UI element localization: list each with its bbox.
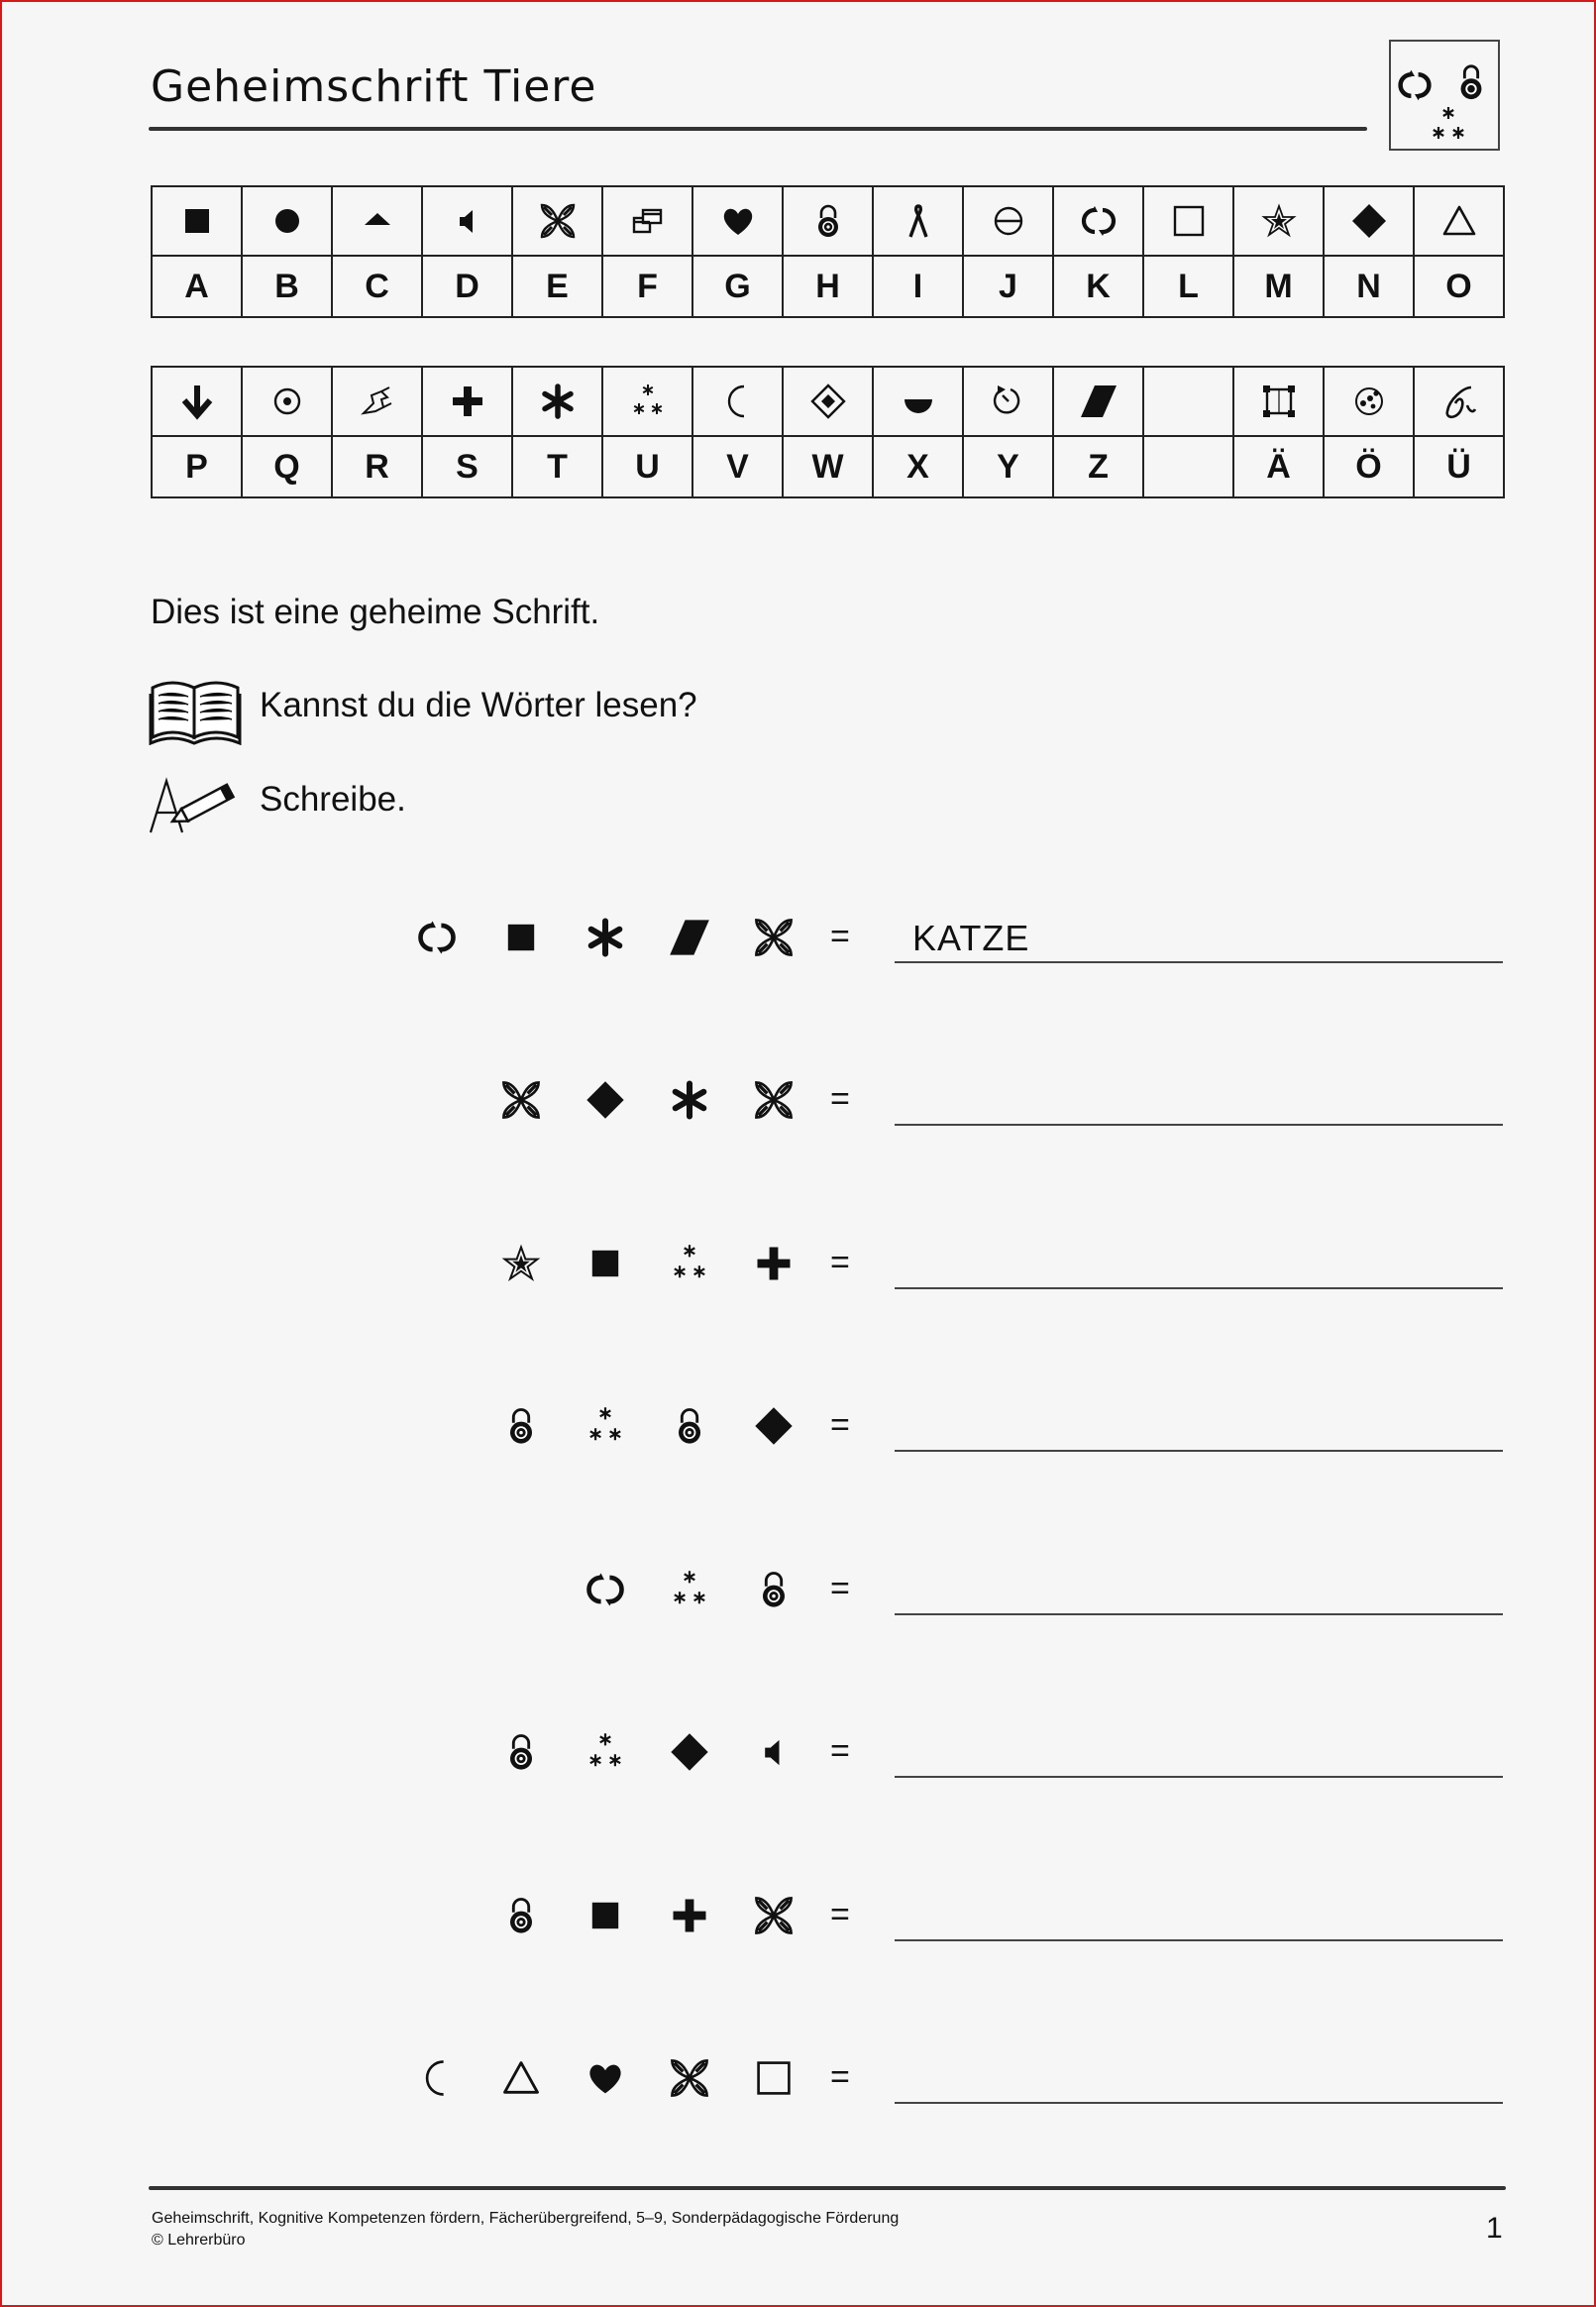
answer-line[interactable]	[895, 961, 1503, 963]
flower-icon	[749, 1072, 798, 1132]
frame-icon	[1234, 382, 1323, 421]
answer-line[interactable]	[895, 1939, 1503, 1941]
key-symbol-cell	[422, 367, 512, 436]
triangle-outline-icon	[496, 2050, 546, 2110]
key-letter-cell: Q	[242, 436, 332, 497]
key-letter-cell: K	[1053, 256, 1143, 317]
title-underline	[149, 127, 1367, 131]
equals-sign: =	[830, 1244, 850, 1281]
circle-arrow-icon	[964, 382, 1052, 421]
key-symbol-cell	[1414, 367, 1504, 436]
half-bowl-icon	[874, 382, 962, 421]
asterisk-icon	[665, 1072, 714, 1132]
key-table-a-to-o	[151, 185, 1505, 318]
circle-dot-icon	[243, 382, 331, 421]
key-letter-cell: Ü	[1414, 436, 1504, 497]
footer-rule	[149, 2186, 1506, 2190]
parallelogram-icon	[1054, 382, 1142, 421]
exercise-row	[0, 2050, 1596, 2110]
dots-circle-icon	[1325, 382, 1413, 421]
arc-pair-icon	[1397, 67, 1433, 103]
square-icon	[496, 910, 546, 969]
footer-credits	[152, 2208, 899, 2252]
page-number: 1	[1486, 2212, 1503, 2245]
heart-icon	[693, 201, 782, 241]
key-letter-cell	[1143, 436, 1233, 497]
twirl-icon	[1415, 382, 1503, 421]
windows-icon	[603, 201, 692, 241]
cross-icon	[749, 1236, 798, 1295]
triple-asterisk-icon	[603, 382, 692, 421]
instruction-write: Schreibe.	[260, 780, 406, 819]
speaker-icon	[749, 1724, 798, 1784]
key-symbol-cell	[963, 186, 1053, 256]
key-symbol-cell	[783, 367, 873, 436]
equals-sign: =	[830, 1406, 850, 1444]
key-symbol-cell	[1233, 367, 1324, 436]
exercise-row	[0, 910, 1596, 969]
key-letter-cell: A	[152, 256, 242, 317]
key-table-p-to-ue	[151, 366, 1505, 498]
key-symbol-cell	[512, 367, 602, 436]
key-letter-cell: Ä	[1233, 436, 1324, 497]
triangle-up-icon	[333, 201, 421, 241]
speaker-icon	[423, 201, 511, 241]
padlock-icon	[496, 1888, 546, 1947]
triple-asterisk-icon	[665, 1562, 714, 1621]
flower-icon	[496, 1072, 546, 1132]
answer-text[interactable]: KATZE	[912, 918, 1030, 958]
key-letter-cell: H	[783, 256, 873, 317]
key-letter-cell: D	[422, 256, 512, 317]
key-letter-cell: P	[152, 436, 242, 497]
equals-sign: =	[830, 1080, 850, 1118]
key-symbol-cell	[512, 186, 602, 256]
square-icon	[153, 201, 241, 241]
key-letter-cell: V	[692, 436, 783, 497]
key-symbol-cell	[152, 367, 242, 436]
exercise-row	[0, 1888, 1596, 1947]
key-letter-cell: N	[1324, 256, 1414, 317]
arc-pair-icon	[412, 910, 462, 969]
triple-asterisk-icon	[581, 1724, 630, 1784]
star-icon	[496, 1236, 546, 1295]
key-letter-cell: B	[242, 256, 332, 317]
moon-icon	[412, 2050, 462, 2110]
key-letter-cell: I	[873, 256, 963, 317]
square-icon	[581, 1888, 630, 1947]
exercise-row	[0, 1562, 1596, 1621]
key-letter-cell: T	[512, 436, 602, 497]
open-book-icon	[149, 674, 242, 745]
answer-line[interactable]	[895, 1124, 1503, 1126]
key-letter-cell: E	[512, 256, 602, 317]
key-symbol-cell	[873, 367, 963, 436]
heart-icon	[581, 2050, 630, 2110]
key-symbol-cell	[602, 367, 692, 436]
key-letter-cell: M	[1233, 256, 1324, 317]
padlock-icon	[749, 1562, 798, 1621]
key-symbol-cell	[602, 186, 692, 256]
asterisk-icon	[581, 910, 630, 969]
key-symbol-cell	[783, 186, 873, 256]
square-outline-icon	[749, 2050, 798, 2110]
equals-sign: =	[830, 918, 850, 955]
key-symbol-cell	[242, 186, 332, 256]
flower-icon	[665, 2050, 714, 2110]
corner-logo	[1389, 40, 1500, 151]
square-outline-icon	[1144, 201, 1232, 241]
key-letter-cell: R	[332, 436, 422, 497]
circle-icon	[243, 201, 331, 241]
cross-icon	[665, 1888, 714, 1947]
exercise-row	[0, 1398, 1596, 1458]
flower-icon	[749, 1888, 798, 1947]
arrow-down-icon	[153, 382, 241, 421]
key-symbol-cell	[242, 367, 332, 436]
answer-line[interactable]	[895, 2102, 1503, 2104]
key-symbol-cell	[1053, 186, 1143, 256]
exercise-row	[0, 1236, 1596, 1295]
key-symbol-cell	[1143, 367, 1233, 436]
key-symbol-cell	[332, 367, 422, 436]
key-letter-cell: L	[1143, 256, 1233, 317]
key-letter-cell: C	[332, 256, 422, 317]
cross-icon	[423, 382, 511, 421]
key-symbol-cell	[332, 186, 422, 256]
key-symbol-cell	[1414, 186, 1504, 256]
diamond-icon	[581, 1072, 630, 1132]
padlock-icon	[496, 1724, 546, 1784]
answer-line[interactable]	[895, 1613, 1503, 1615]
equals-sign: =	[830, 1896, 850, 1933]
key-symbol-cell	[1324, 186, 1414, 256]
circle-minus-icon	[964, 201, 1052, 241]
footer-copyright: © Lehrerbüro	[152, 2232, 246, 2249]
instruction-read: Kannst du die Wörter lesen?	[260, 686, 697, 724]
key-letter-cell: O	[1414, 256, 1504, 317]
triple-asterisk-icon	[1429, 105, 1468, 145]
padlock-icon	[1456, 63, 1486, 101]
triple-asterisk-icon	[665, 1236, 714, 1295]
triangle-outline-icon	[1415, 201, 1503, 241]
parallelogram-icon	[665, 910, 714, 969]
flower-icon	[749, 910, 798, 969]
arc-pair-icon	[581, 1562, 630, 1621]
flower-icon	[513, 201, 601, 241]
key-letter-cell: Z	[1053, 436, 1143, 497]
moon-icon	[693, 382, 782, 421]
key-symbol-cell	[1143, 186, 1233, 256]
equals-sign: =	[830, 2058, 850, 2096]
key-letter-cell: Ö	[1324, 436, 1414, 497]
key-symbol-cell	[873, 186, 963, 256]
answer-line[interactable]	[895, 1776, 1503, 1778]
ribbon-icon	[874, 201, 962, 241]
padlock-icon	[665, 1398, 714, 1458]
equals-sign: =	[830, 1732, 850, 1770]
page-title: Geheimschrift Tiere	[151, 61, 597, 112]
blank-icon	[1144, 382, 1232, 421]
padlock-icon	[784, 201, 872, 241]
diamond-icon	[1325, 201, 1413, 241]
key-symbol-cell	[692, 367, 783, 436]
answer-line[interactable]	[895, 1287, 1503, 1289]
triple-asterisk-icon	[581, 1398, 630, 1458]
key-symbol-cell	[422, 186, 512, 256]
diamond-icon	[665, 1724, 714, 1784]
exercise-row	[0, 1072, 1596, 1132]
key-symbol-cell	[152, 186, 242, 256]
key-letter-cell: F	[602, 256, 692, 317]
footer-source: Geheimschrift, Kognitive Kompetenzen fördern, Fächerübergreifend, 5–9, Sonderpädagogische Förderung	[152, 2210, 900, 2227]
diamond-in-diamond-icon	[784, 382, 872, 421]
key-letter-cell: U	[602, 436, 692, 497]
key-symbol-cell	[1324, 367, 1414, 436]
key-letter-cell: J	[963, 256, 1053, 317]
padlock-icon	[496, 1398, 546, 1458]
key-letter-cell: S	[422, 436, 512, 497]
square-icon	[581, 1236, 630, 1295]
key-letter-cell: G	[692, 256, 783, 317]
answer-line[interactable]	[895, 1450, 1503, 1452]
key-symbol-cell	[692, 186, 783, 256]
diamond-icon	[749, 1398, 798, 1458]
asterisk-icon	[513, 382, 601, 421]
key-symbol-cell	[1233, 186, 1324, 256]
exercise-row	[0, 1724, 1596, 1784]
star-icon	[1234, 201, 1323, 241]
arc-pair-icon	[1054, 201, 1142, 241]
key-letter-cell: W	[783, 436, 873, 497]
key-letter-cell: X	[873, 436, 963, 497]
key-symbol-cell	[1053, 367, 1143, 436]
bird-icon	[333, 382, 421, 421]
key-letter-cell: Y	[963, 436, 1053, 497]
equals-sign: =	[830, 1570, 850, 1607]
intro-text: Dies ist eine geheime Schrift.	[151, 593, 600, 631]
key-symbol-cell	[963, 367, 1053, 436]
pencil-icon	[149, 771, 244, 836]
